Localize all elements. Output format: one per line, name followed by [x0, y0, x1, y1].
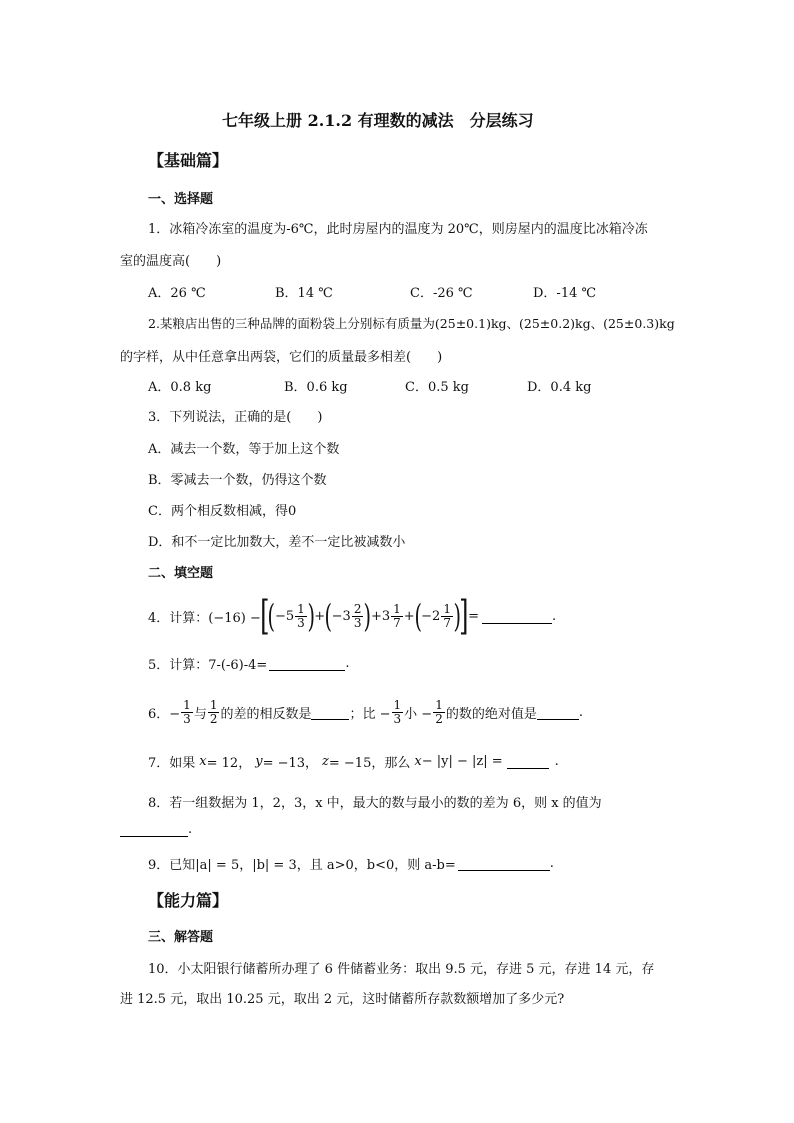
q4-t1-den: 3 — [297, 615, 305, 630]
q6-mid2: 的差的相反数是 — [220, 706, 312, 722]
q4-right-bracket-icon: ] — [459, 593, 469, 639]
q6-f3-fraction — [392, 699, 404, 725]
q2-option-c: C．0.5 kg — [405, 380, 469, 395]
q7-expr-x: x — [414, 754, 422, 769]
q3-stem: 3．下列说法，正确的是( ) — [148, 410, 323, 425]
q4-expression — [148, 594, 556, 638]
q4-t2-sign: −3 — [331, 608, 351, 624]
q4-t3-den: 7 — [393, 615, 401, 630]
q2-line2: 的字样，从中任意拿出两袋，它们的质量最多相差( ) — [120, 350, 443, 365]
subhead-fill: 二、填空题 — [148, 566, 214, 581]
q6-mid5: 的数的绝对值是 — [445, 706, 537, 722]
q1-option-c: C．-26 ℃ — [410, 286, 473, 301]
q1-option-d: D．-14 ℃ — [533, 286, 597, 301]
q6-f1-fraction — [181, 699, 193, 725]
q4-t4-fraction — [441, 603, 453, 629]
q6-answer-blank-1[interactable] — [311, 705, 349, 720]
q4-answer-blank[interactable] — [482, 609, 552, 624]
q5-line — [148, 654, 349, 673]
q6-f3-num: 1 — [393, 697, 402, 712]
q4-t3-num: 1 — [393, 601, 401, 616]
q4-paren-close-icon: ) — [307, 597, 315, 635]
q2-option-a: A．0.8 kg — [148, 380, 212, 395]
q4-t4-sign: −2 — [421, 608, 441, 624]
q6-f1-den: 3 — [183, 711, 191, 726]
q4-plus-1: + — [314, 608, 326, 624]
q9-line — [148, 854, 554, 873]
q4-t1-sign: −5 — [274, 608, 295, 624]
q4-left-bracket-icon: [ — [259, 593, 270, 639]
q7-var-x: x — [199, 754, 207, 769]
q4-paren-close-icon: ) — [363, 597, 372, 635]
q6-f1-num: 1 — [183, 697, 191, 712]
q1-option-b: B．14 ℃ — [275, 286, 333, 301]
q4-prefix: 4．计算：(−16) − — [148, 610, 261, 626]
q4-t2-fraction — [352, 603, 364, 629]
q5-end: . — [345, 656, 350, 671]
q10-line1: 10．小太阳银行储蓄所办理了 6 件储蓄业务：取出 9.5 元，存进 5 元，存进 14 元，存 — [148, 962, 655, 977]
q4-paren-close-icon: ) — [453, 597, 461, 635]
section-basic: 【基础篇】 — [148, 151, 229, 170]
q7-answer-blank[interactable] — [507, 754, 549, 769]
q4-t4-num: 1 — [443, 601, 451, 616]
q5-answer-blank[interactable] — [269, 656, 345, 671]
q7-expr-rest: − |y| − |z| = — [421, 754, 503, 769]
q8-end: . — [188, 822, 193, 837]
q4-paren-open-icon: ( — [414, 597, 422, 635]
page-title: 七年级上册 2.1.2 有理数的减法 分层练习 — [222, 111, 534, 130]
q6-mid4: 小 − — [404, 706, 433, 722]
q7-var-y: y — [255, 754, 263, 769]
q6-f2-den: 2 — [209, 711, 218, 726]
q7-prefix: 7．如果 — [148, 756, 196, 771]
q8-answer-blank[interactable] — [120, 822, 188, 837]
q1-line1: 1．冰箱冷冻室的温度为-6℃，此时房屋内的温度为 20℃，则房屋内的温度比冰箱冷冻 — [148, 222, 648, 237]
q1-option-a: A．26 ℃ — [148, 286, 206, 301]
q4-t2-den: 3 — [353, 615, 362, 630]
q6-f3-den: 3 — [393, 711, 402, 726]
q6-f4-fraction — [433, 699, 445, 725]
q3-option-d: D．和不一定比加数大，差不一定比被减数小 — [148, 535, 406, 550]
q3-option-a: A．减去一个数，等于加上这个数 — [148, 442, 340, 457]
section-ability: 【能力篇】 — [148, 891, 229, 910]
q9-end: . — [549, 856, 554, 871]
q4-t2-num: 2 — [353, 601, 362, 616]
q4-paren-open-icon: ( — [324, 597, 333, 635]
q4-t1-fraction — [295, 603, 307, 629]
q3-option-c: C．两个相反数相减，得0 — [148, 504, 297, 519]
q6-f4-num: 1 — [435, 697, 443, 712]
q6-line — [148, 694, 583, 730]
q4-plus-2: + — [403, 608, 415, 624]
q6-mid3: ；比 − — [349, 706, 391, 722]
q7-eq2: = −13， — [262, 756, 319, 771]
q6-end: . — [578, 704, 583, 720]
q3-option-b: B．零减去一个数，仍得这个数 — [148, 473, 327, 488]
q2-line1: 2.某粮店出售的三种品牌的面粉袋上分别标有质量为(25±0.1)kg、(25±0.2)kg、(25±0.3)kg — [148, 316, 675, 331]
q7-eq3: = −15，那么 — [328, 756, 411, 771]
q2-option-d: D．0.4 kg — [527, 380, 592, 395]
q4-t3-fraction — [391, 603, 403, 629]
q10-line2: 进 12.5 元，取出 10.25 元，取出 2 元，这时储蓄所存款数额增加了多少元? — [120, 992, 565, 1007]
q4-equals: = — [468, 608, 479, 624]
q7-eq1: = 12， — [206, 756, 252, 771]
q4-paren-open-icon: ( — [267, 597, 276, 635]
q2-option-b: B．0.6 kg — [284, 380, 348, 395]
q1-line2: 室的温度高( ) — [120, 254, 222, 269]
q9-text: 9．已知|a| = 5，|b| = 3，且 a>0，b<0，则 a-b= — [148, 858, 456, 873]
q6-mid1: 与 — [193, 706, 207, 722]
q7-end: . — [554, 754, 559, 769]
q6-f2-num: 1 — [209, 697, 218, 712]
q4-t1-num: 1 — [297, 601, 305, 616]
q4-t3-whole: +3 — [370, 608, 391, 624]
q5-text: 5．计算：7-(-6)-4= — [148, 658, 268, 673]
q4-t4-den: 7 — [443, 615, 451, 630]
q8-line2 — [120, 822, 192, 837]
q7-var-z: z — [322, 754, 329, 769]
q4-end: . — [551, 608, 557, 624]
q6-f4-den: 2 — [435, 711, 443, 726]
subhead-choice: 一、选择题 — [148, 192, 214, 207]
q7-line — [148, 752, 559, 771]
q6-answer-blank-2[interactable] — [537, 705, 579, 720]
q9-answer-blank[interactable] — [458, 856, 550, 871]
q6-prefix: 6．− — [148, 706, 181, 722]
subhead-answer: 三、解答题 — [148, 930, 214, 945]
q8-line1: 8．若一组数据为 1，2，3，x 中，最大的数与最小的数的差为 6，则 x 的值为 — [148, 796, 602, 811]
q6-f2-fraction — [208, 699, 220, 725]
